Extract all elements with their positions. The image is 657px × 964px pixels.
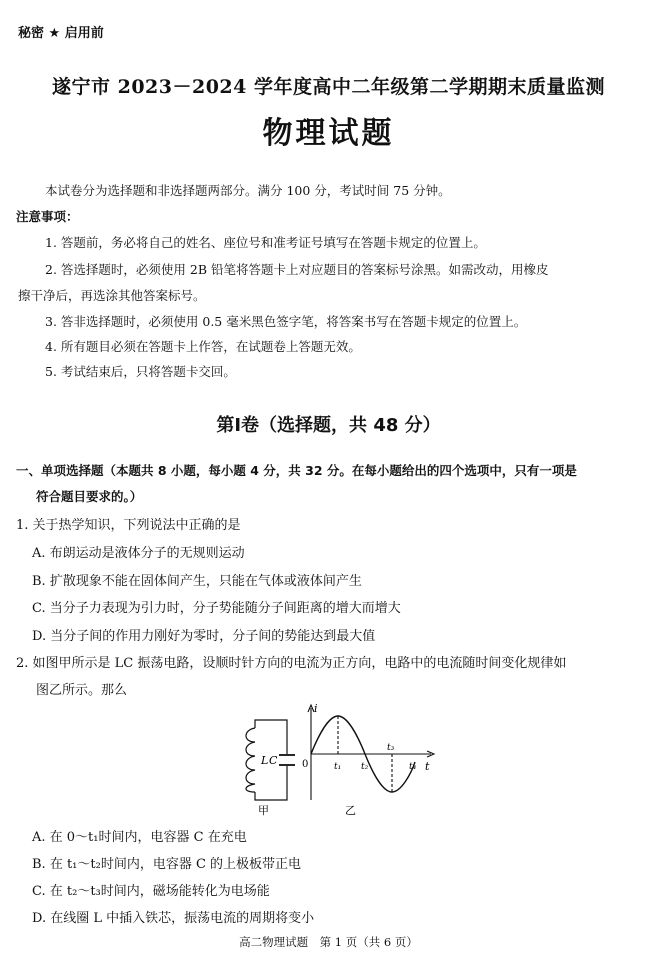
t4-label: t₄ (409, 762, 417, 772)
question-1-option-c: C. 当分子力表现为引力时，分子势能随分子间距离的增大而增大 (32, 601, 401, 616)
capacitor-label: C (269, 754, 278, 767)
notes-heading: 注意事项： (16, 209, 79, 224)
section-title: 第Ⅰ卷（选择题，共 48 分） (216, 415, 441, 436)
question-2-option-c: C. 在 t₂～t₃时间内，磁场能转化为电场能 (32, 884, 270, 899)
figure-yi-label: 乙 (345, 804, 356, 817)
note-line: 5. 考试结束后，只将答题卡交回。 (45, 364, 236, 379)
question-2-stem: 2. 如图甲所示是 LC 振荡电路，设顺时针方向的电流为正方向，电路中的电流随时间变化规律如 (16, 656, 567, 671)
t1-label: t₁ (334, 762, 342, 772)
exam-title: 遂宁市 2023－2024 学年度高中二年级第二学期期末质量监测 (52, 76, 605, 98)
question-2-stem-cont: 图乙所示。那么 (36, 683, 128, 698)
part-instructions: 一、单项选择题（本题共 8 小题，每小题 4 分，共 32 分。在每小题给出的四个选项中，只有一项是 (16, 463, 577, 478)
question-1-option-d: D. 当分子间的作用力刚好为零时，分子间的势能达到最大值 (32, 629, 376, 644)
intro-text: 本试卷分为选择题和非选择题两部分。满分 100 分，考试时间 75 分钟。 (45, 183, 451, 198)
question-1-option-b: B. 扩散现象不能在固体间产生，只能在气体或液体间产生 (32, 574, 362, 589)
question-2-option-b: B. 在 t₁～t₂时间内，电容器 C 的上极板带正电 (32, 857, 302, 872)
note-line: 4. 所有题目必须在答题卡上作答，在试题卷上答题无效。 (45, 339, 361, 354)
note-line: 3. 答非选择题时，必须使用 0.5 毫米黑色签字笔，将答案书写在答题卡规定的位置上。 (45, 314, 527, 329)
origin-label: 0 (302, 759, 309, 770)
confidential-mark: 秘密 ★ 启用前 (18, 26, 104, 41)
part-instructions-cont: 符合题目要求的。） (36, 489, 143, 504)
question-2-option-a: A. 在 0～t₁时间内，电容器 C 在充电 (32, 830, 247, 845)
t3-label: t₃ (387, 743, 395, 753)
t-axis-label: t (425, 760, 430, 773)
question-1-option-a: A. 布朗运动是液体分子的无规则运动 (32, 546, 245, 561)
page-footer: 高二物理试题 第 1 页（共 6 页） (239, 935, 418, 949)
t2-label: t₂ (361, 762, 369, 772)
subject-title: 物理试题 (262, 116, 395, 151)
lc-circuit-figure (225, 700, 445, 818)
note-line: 擦干净后，再选涂其他答案标号。 (18, 288, 206, 303)
note-line: 2. 答选择题时，必须使用 2B 铅笔将答题卡上对应题目的答案标号涂黑。如需改动，用橡皮 (45, 262, 549, 277)
question-2-option-d: D. 在线圈 L 中插入铁芯，振荡电流的周期将变小 (32, 911, 315, 926)
figure-jia-label: 甲 (258, 804, 269, 817)
i-axis-label: i (314, 702, 318, 715)
note-line: 1. 答题前，务必将自己的姓名、座位号和准考证号填写在答题卡规定的位置上。 (45, 235, 486, 250)
current-time-graph (308, 705, 434, 800)
inductor-label: L (261, 754, 269, 767)
question-1-stem: 1. 关于热学知识，下列说法中正确的是 (16, 518, 241, 533)
